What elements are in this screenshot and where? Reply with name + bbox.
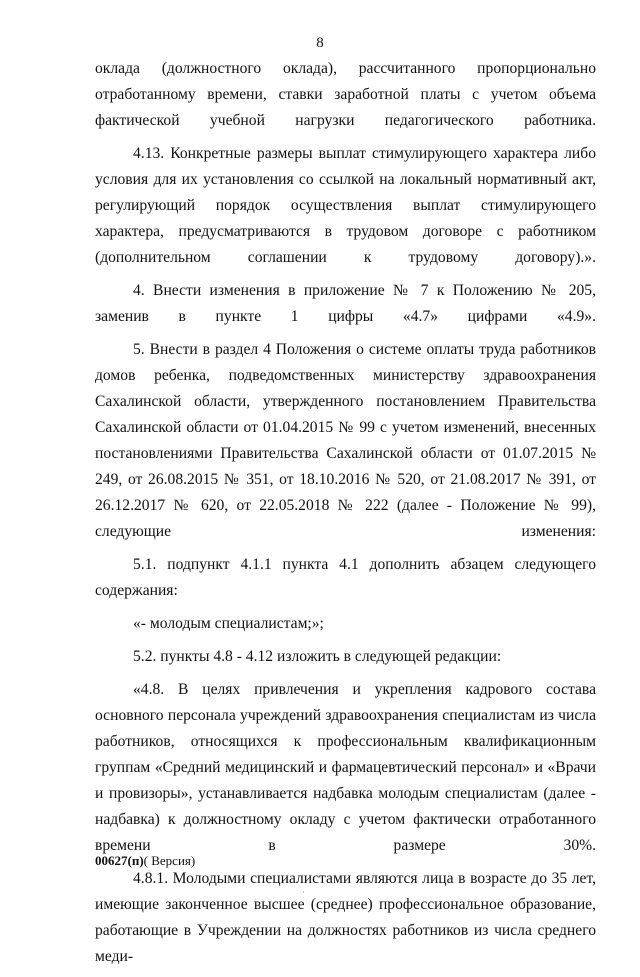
paragraph-item-4: 4. Внести изменения в приложение № 7 к Положению № 205, заменив в пункте 1 цифры «4.7» цифрами «4.9». [95,282,596,325]
paragraph-5-1: 5.1. подпункт 4.1.1 пункта 4.1 дополнить абзацем следующего содержания: [95,556,596,599]
document-body [95,56,596,977]
footer-mark: · [302,887,305,897]
paragraph-item-5: 5. Внести в раздел 4 Положения о системе оплаты труда работников домов ребенка, подведомственных министерству здравоохранения Сахалинской области, утвержденного постановлением Правительства Сахалинской области от 01.04.2015 № 99 с учетом изменений, внесенных постановлениями Правительства Сахалинской области от 01.07.2015 № 249, от 26.08.2015 № 351, от 18.10.2016 № 520, от 21.08.2017 № 391, от 26.12.2017 № 620, от 22.05.2018 № 222 (далее - Положение № 99), следующие изменения: [95,341,596,540]
paragraph-4-13: 4.13. Конкретные размеры выплат стимулирующего характера либо условия для их установления со ссылкой на локальный нормативный акт, регулирующий порядок осуществления выплат стимулирующего характера, предусматриваются в трудовом договоре с работником (дополнительном соглашении к трудовому договору).». [95,145,596,266]
paragraph-4-8: «4.8. В целях привлечения и укрепления кадрового состава основного персонала учреждений здравоохранения специалистам из числа работников, относящихся к профессиональным квалификационным группам «Средний медицинский и фармацевтический персонал» и «Врачи и провизоры», устанавливается надбавка молодым специалистам (далее - надбавка) к должностному окладу с учетом фактически отработанного времени в размере 30%. [95,681,596,854]
paragraph-4-8-1: 4.8.1. Молодыми специалистами являются лица в возрасте до 35 лет, имеющие законченное высшее (среднее) профессиональное образование, работающие в Учреждении на должностях работников из числа среднего меди- [95,870,596,965]
paragraph-5-2: 5.2. пункты 4.8 - 4.12 изложить в следующей редакции: [133,648,502,665]
footer-version: ( Версия) [143,853,196,868]
footer-code: 00627(п) [95,853,144,868]
paragraph-continuation: оклада (должностного оклада), рассчитанного пропорционально отработанному времени, ставки заработной платы с учетом объема фактической учебной нагрузки педагогического работника. [95,60,596,129]
footer-document-code [95,853,195,869]
paragraph-young-specialists: «- молодым специалистам;»; [133,615,324,632]
page-number: 8 [316,35,324,51]
